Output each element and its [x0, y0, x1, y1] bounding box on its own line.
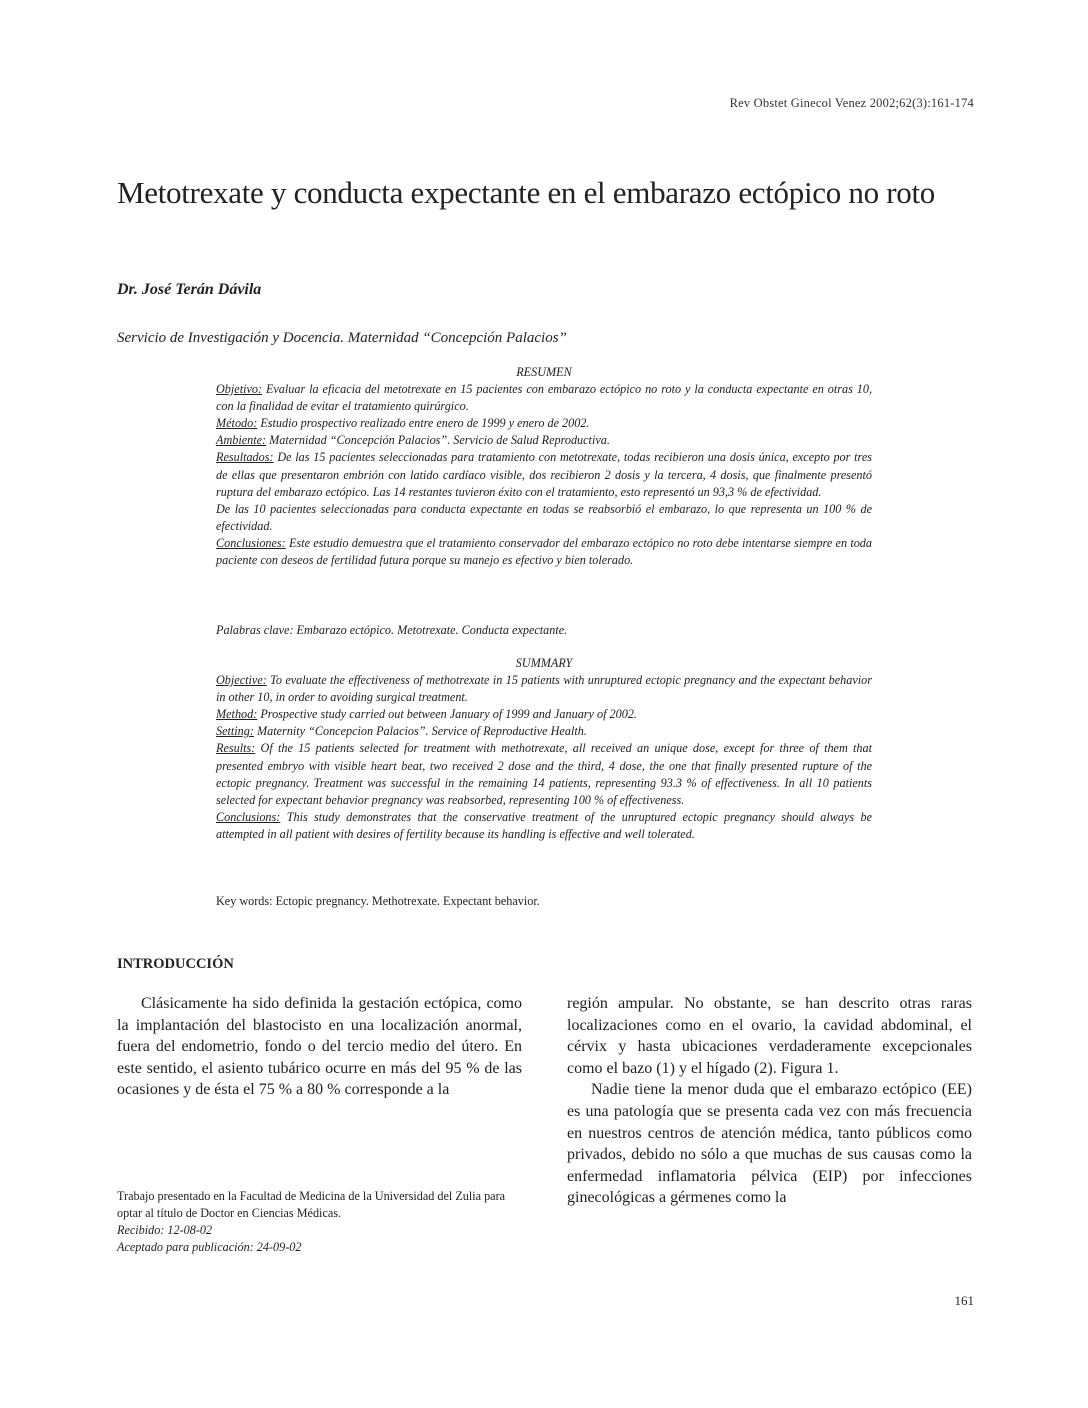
footnote-accepted: Aceptado para publicación: 24-09-02	[117, 1240, 302, 1254]
body-paragraph: Clásicamente ha sido definida la gestación ectópica, como la implantación del blastocisto en una localización anormal, fuera del endometrio, fondo o del tercio medio del útero. En este sentido, el asiento tubárico ocurre en más del 95 % de las ocasiones y de ésta el 75 % a 80 % corresponde a la	[117, 995, 522, 1099]
body-paragraph: región ampular. No obstante, se han descrito otras raras localizaciones como en el ovario, la cavidad abdominal, el cérvix y hasta ubicaciones verdaderamente excepcionales como el bazo (1) y el hígado (2). Figura 1.	[567, 995, 972, 1077]
author-affiliation: Servicio de Investigación y Docencia. Maternidad “Concepción Palacios”	[117, 330, 567, 346]
ambiente-text: Maternidad “Concepción Palacios”. Servicio de Salud Reproductiva.	[266, 433, 610, 448]
summary-objective	[216, 672, 872, 706]
summary-setting	[216, 723, 872, 740]
footnote-received: Recibido: 12-08-02	[117, 1223, 213, 1237]
article-author: Dr. José Terán Dávila	[117, 281, 262, 298]
method-label: Method:	[216, 707, 258, 722]
resumen-heading: RESUMEN	[516, 365, 572, 379]
conclusiones-label: Conclusiones:	[216, 535, 286, 550]
resumen-objetivo	[216, 381, 872, 415]
body-column-left	[117, 993, 522, 1101]
article-title: Metotrexate y conducta expectante en el embarazo ectópico no roto	[117, 175, 935, 210]
body-paragraph: Nadie tiene la menor duda que el embarazo ectópico (EE) es una patología que se presenta cada vez con más frecuencia en nuestros centros de atención médica, tanto públicos como privados, debido no sólo a que muchas de sus causas como la enfermedad inflamatoria pélvica (EIP) por infecciones ginecológicas a gérmenes como la	[567, 1081, 972, 1207]
results-text: Of the 15 patients selected for treatment with methotrexate, all received an unique dose, except for three of them that presented embryo with visible heart beat, two received 2 dose and the third, 4 dose, the one that finally presented rupture of the ectopic pregnancy. Treatment was successful in the remaining 14 patients, representing 93.3 % of effectiveness. In all 10 patients selected for expectant behavior pregnancy was reabsorbed, representing 100 % of effectiveness.	[216, 741, 872, 807]
metodo-label: Método:	[216, 416, 258, 431]
journal-citation: Rev Obstet Ginecol Venez 2002;62(3):161-174	[729, 96, 974, 110]
resultados-text: De las 15 pacientes seleccionadas para tratamiento con metotrexate, todas recibieron una dosis única, excepto por tres de ellas que presentaron embrión con latido cardíaco visible, dos recibieron 2 dosis y la tercera, 4 dosis, que finalmente presentó ruptura del embarazo ectópico. Las 14 restantes tuvieron éxito con el tratamiento, esto representó un 93,3 % de efectividad.	[216, 450, 872, 499]
summary-section	[216, 655, 872, 843]
objetivo-text: Evaluar la eficacia del metotrexate en 15 pacientes con embarazo ectópico no roto y la conducta expectante en otras 10, con la finalidad de evitar el tratamiento quirúrgico.	[216, 382, 872, 414]
conclusions-label: Conclusions:	[216, 809, 281, 824]
resumen-section	[216, 364, 872, 569]
resultados-label: Resultados:	[216, 450, 274, 465]
page-number: 161	[954, 1293, 974, 1308]
ambiente-label: Ambiente:	[216, 433, 267, 448]
palabras-clave: Palabras clave: Embarazo ectópico. Metotrexate. Conducta expectante.	[216, 623, 568, 637]
footnote	[117, 1188, 522, 1256]
objective-label: Objective:	[216, 673, 267, 688]
conclusions-text: This study demonstrates that the conservative treatment of the unruptured ectopic pregnancy should always be attempted in all patient with desires of fertility because its handling is effective and well tolerated.	[216, 809, 872, 841]
summary-method	[216, 706, 872, 723]
summary-conclusions	[216, 809, 872, 843]
summary-results	[216, 740, 872, 808]
intro-heading: INTRODUCCIÓN	[117, 956, 234, 972]
method-text: Prospective study carried out between January of 1999 and January of 2002.	[257, 707, 637, 722]
setting-text: Maternity “Concepcion Palacios”. Service of Reproductive Health.	[253, 724, 587, 739]
resumen-ambiente	[216, 432, 872, 449]
summary-heading: SUMMARY	[515, 656, 573, 670]
setting-label: Setting:	[216, 724, 254, 739]
resumen-metodo	[216, 415, 872, 432]
objetivo-label: Objetivo:	[216, 382, 263, 397]
resumen-resultados-2: De las 10 pacientes seleccionadas para conducta expectante en todas se reabsorbió el embarazo, lo que representa un 100 % de efectividad.	[216, 501, 872, 533]
metodo-text: Estudio prospectivo realizado entre enero de 1999 y enero de 2002.	[257, 416, 590, 431]
results-label: Results:	[216, 741, 256, 756]
key-words: Key words: Ectopic pregnancy. Methotrexate. Expectant behavior.	[216, 894, 540, 908]
objective-text: To evaluate the effectiveness of methotrexate in 15 patients with unruptured ectopic pregnancy and the expectant behavior in other 10, in order to avoiding surgical treatment.	[216, 673, 872, 705]
footnote-presentation: Trabajo presentado en la Facultad de Medicina de la Universidad del Zulia para optar al título de Doctor en Ciencias Médicas.	[117, 1189, 506, 1220]
resumen-conclusiones	[216, 535, 872, 569]
conclusiones-text: Este estudio demuestra que el tratamiento conservador del embarazo ectópico no roto debe intentarse siempre en toda paciente con deseos de fertilidad futura porque su manejo es efectivo y bien tolerado.	[216, 535, 872, 568]
resumen-resultados	[216, 449, 872, 500]
body-column-right	[567, 993, 972, 1209]
